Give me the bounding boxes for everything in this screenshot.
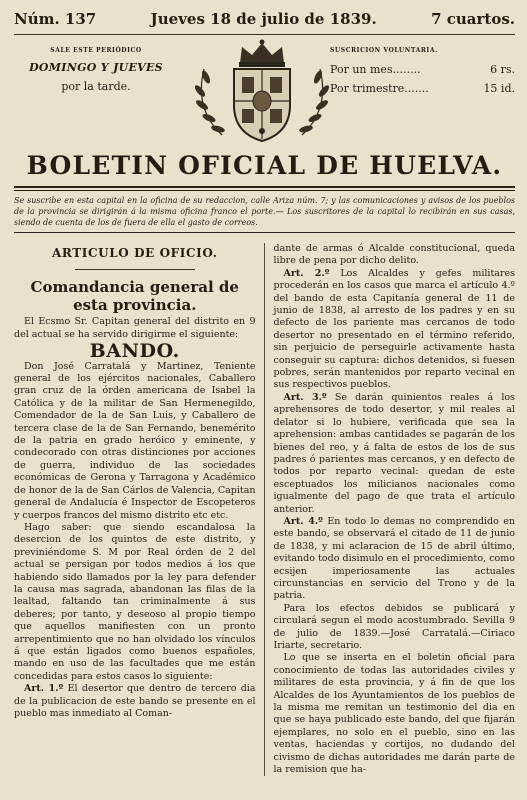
royal-coat-of-arms-icon	[182, 39, 342, 145]
quarterly-label: Por trimestre.......	[330, 82, 429, 95]
section-heading: ARTICULO DE OFICIO.	[51, 246, 218, 260]
article-2-text: Los Alcaldes y gefes militares procederán en los casos que marca el artículo 4.º del bando de esta Capitanía general de 11 de junio de 1838, al arresto de los padres y en su defecto de los pariente mas cercanos de todo desertor no presentado en el término referido, sin perjuicio de perseguirle activamente hasta conseguir su captura: dichos detenidos, si fuesen pobres, serán mantenidos por reparto vecinal en sus respectivos pueblos.	[273, 267, 515, 391]
publication-paragraph: Para los efectos debidos se publicará y circulará segun el modo acostumbrado. Sevilla 9 de julio de 1839.—José Carratalá.—Ciriaco Iriarte, secretario.	[273, 602, 515, 651]
article-3-text: Se darán quinientos reales á los aprehensores de todo desertor, y mil reales al delator si lo hubiere, verificada que sea la aprehension: ambas cantidades se pagarán de los bienes del reo, y á falta de estos de los de sus padres ó parientes mas cercanos, y en defecto de todos por reparto vecinal: quedan de este esceptuados los milicianos nacionales como igualmente del pago de que trata el artículo anterior.	[273, 391, 515, 515]
article-2	[274, 268, 516, 392]
article-3-label: Art. 3.º	[283, 391, 327, 403]
article-1-text: El desertor que dentro de tercero dia de la publicacion de este bando se presente en el pueblo mas inmediato al Coman-	[14, 683, 256, 719]
monthly-price: 6 rs.	[490, 63, 515, 76]
article-1-label: Art. 1.º	[24, 683, 64, 695]
article-1	[14, 683, 256, 720]
schedule-caption: SALE ESTE PERIÓDICO	[50, 47, 142, 54]
monthly-rate	[330, 63, 515, 76]
intro-paragraph: El Ecsmo Sr. Capitan general del distrito en 9 del actual se ha servido dirigirme el siguiente:	[14, 316, 256, 340]
schedule-time: por la tarde.	[61, 80, 131, 93]
article-4	[274, 516, 516, 603]
bando-heading: BANDO.	[89, 340, 180, 363]
publication-schedule	[26, 47, 166, 93]
subscription-notice: Se suscribe en esta capital en la oficina de su redaccion, calle Ariza núm. 7; y las comunicaciones y avisos de los pueblos de la provincia se dirigirán á la misma oficina franco el porte.— Los suscritores de la capital lo recibirán en sus casas, siendo de cuenta de los de fuera de ella el gasto de correos.	[14, 191, 515, 233]
decree-paragraph: Hago saber: que siendo escandalosa la desercion de los quintos de este distrito, y previniéndome S. M por Real órden de 2 del actual se persigan por todos medios á los que habiendo sido llamados por la ley para defender la causa mas sagrada, abandonan las filas de la lealtad, faltando tan criminalmente á sus deberes; por tanto, y deseoso al propio tiempo que aquellos manifiesten con un pronto arrepentimiento que no han olvidado los vínculos á que están ligados como buenos españoles, mando en uso de las facultades que me están concedidas para estos casos lo siguiente:	[14, 521, 256, 682]
insertion-paragraph: Lo que se inserta en el boletin oficial para conocimiento de todas las autoridades civiles y militares de esta provincia, y á fin de que los Alcaldes de los Ayuntamientos de los pueblos de la misma me remitan un testimonio del dia en que se haya publicado este bando, del que fijarán ejemplares, no solo en el pueblo, sino en las ventas, haciendas y cortijos, no dudando del civismo de dichas autoridades me darán parte de la remision que ha-	[273, 652, 515, 776]
quarterly-price: 15 id.	[483, 82, 515, 95]
article-4-text: En todo lo demas no comprendido en este bando, se observará el citado de 11 de junio de 1838, y mi aclaracion de 15 de abril último, evitando todo disimulo en el procedimiento, como ecsijen imperiosamente las actuales circunstancias en servicio del Trono y de la patria.	[273, 515, 515, 602]
article-heading: Comandancia general de esta provincia.	[30, 278, 239, 315]
article-3	[274, 392, 516, 516]
issue-line	[14, 0, 515, 35]
section-divider	[75, 269, 195, 270]
monthly-label: Por un mes........	[330, 63, 421, 76]
article-2-label: Art. 2.º	[283, 267, 330, 279]
left-column	[14, 243, 265, 776]
right-column	[265, 243, 516, 776]
continued-paragraph: dante de armas ó Alcalde constitucional, queda libre de pena por dicho delito.	[273, 243, 515, 267]
subscription-box	[330, 47, 515, 95]
quarterly-rate	[330, 82, 515, 95]
article-columns	[14, 243, 515, 776]
subscription-caption: SUSCRICION VOLUNTARIA.	[330, 47, 438, 54]
masthead	[14, 35, 515, 145]
schedule-days: DOMINGO Y JUEVES	[29, 61, 163, 74]
issue-number: Núm. 137	[14, 10, 97, 28]
newspaper-title: BOLETIN OFICIAL DE HUELVA.	[26, 151, 503, 180]
issue-date: Jueves 18 de julio de 1839.	[150, 10, 377, 28]
issue-price: 7 cuartos.	[431, 10, 515, 28]
article-4-label: Art. 4.º	[283, 515, 323, 527]
proclamation-paragraph: Don José Carratalá y Martinez, Teniente general de los ejércitos nacionales, Caballero gran cruz de la órden americana de Isabel la Católica y de la militar de San Hermenegildo, Comendador de la de San Luis, y Caballero de tercera clase de la de San Fernando, benemérito de la patria en grado heróico y eminente, y condecorado con otras distinciones por acciones de guerra, individuo de las sociedades económicas de Gerona y Tarragona y Académico de honor de la de San Cárlos de Valencia, Capitan general de Andalucía é Inspector de Escopeteros y cuerpos francos del mismo distrito etc etc.	[14, 360, 256, 521]
